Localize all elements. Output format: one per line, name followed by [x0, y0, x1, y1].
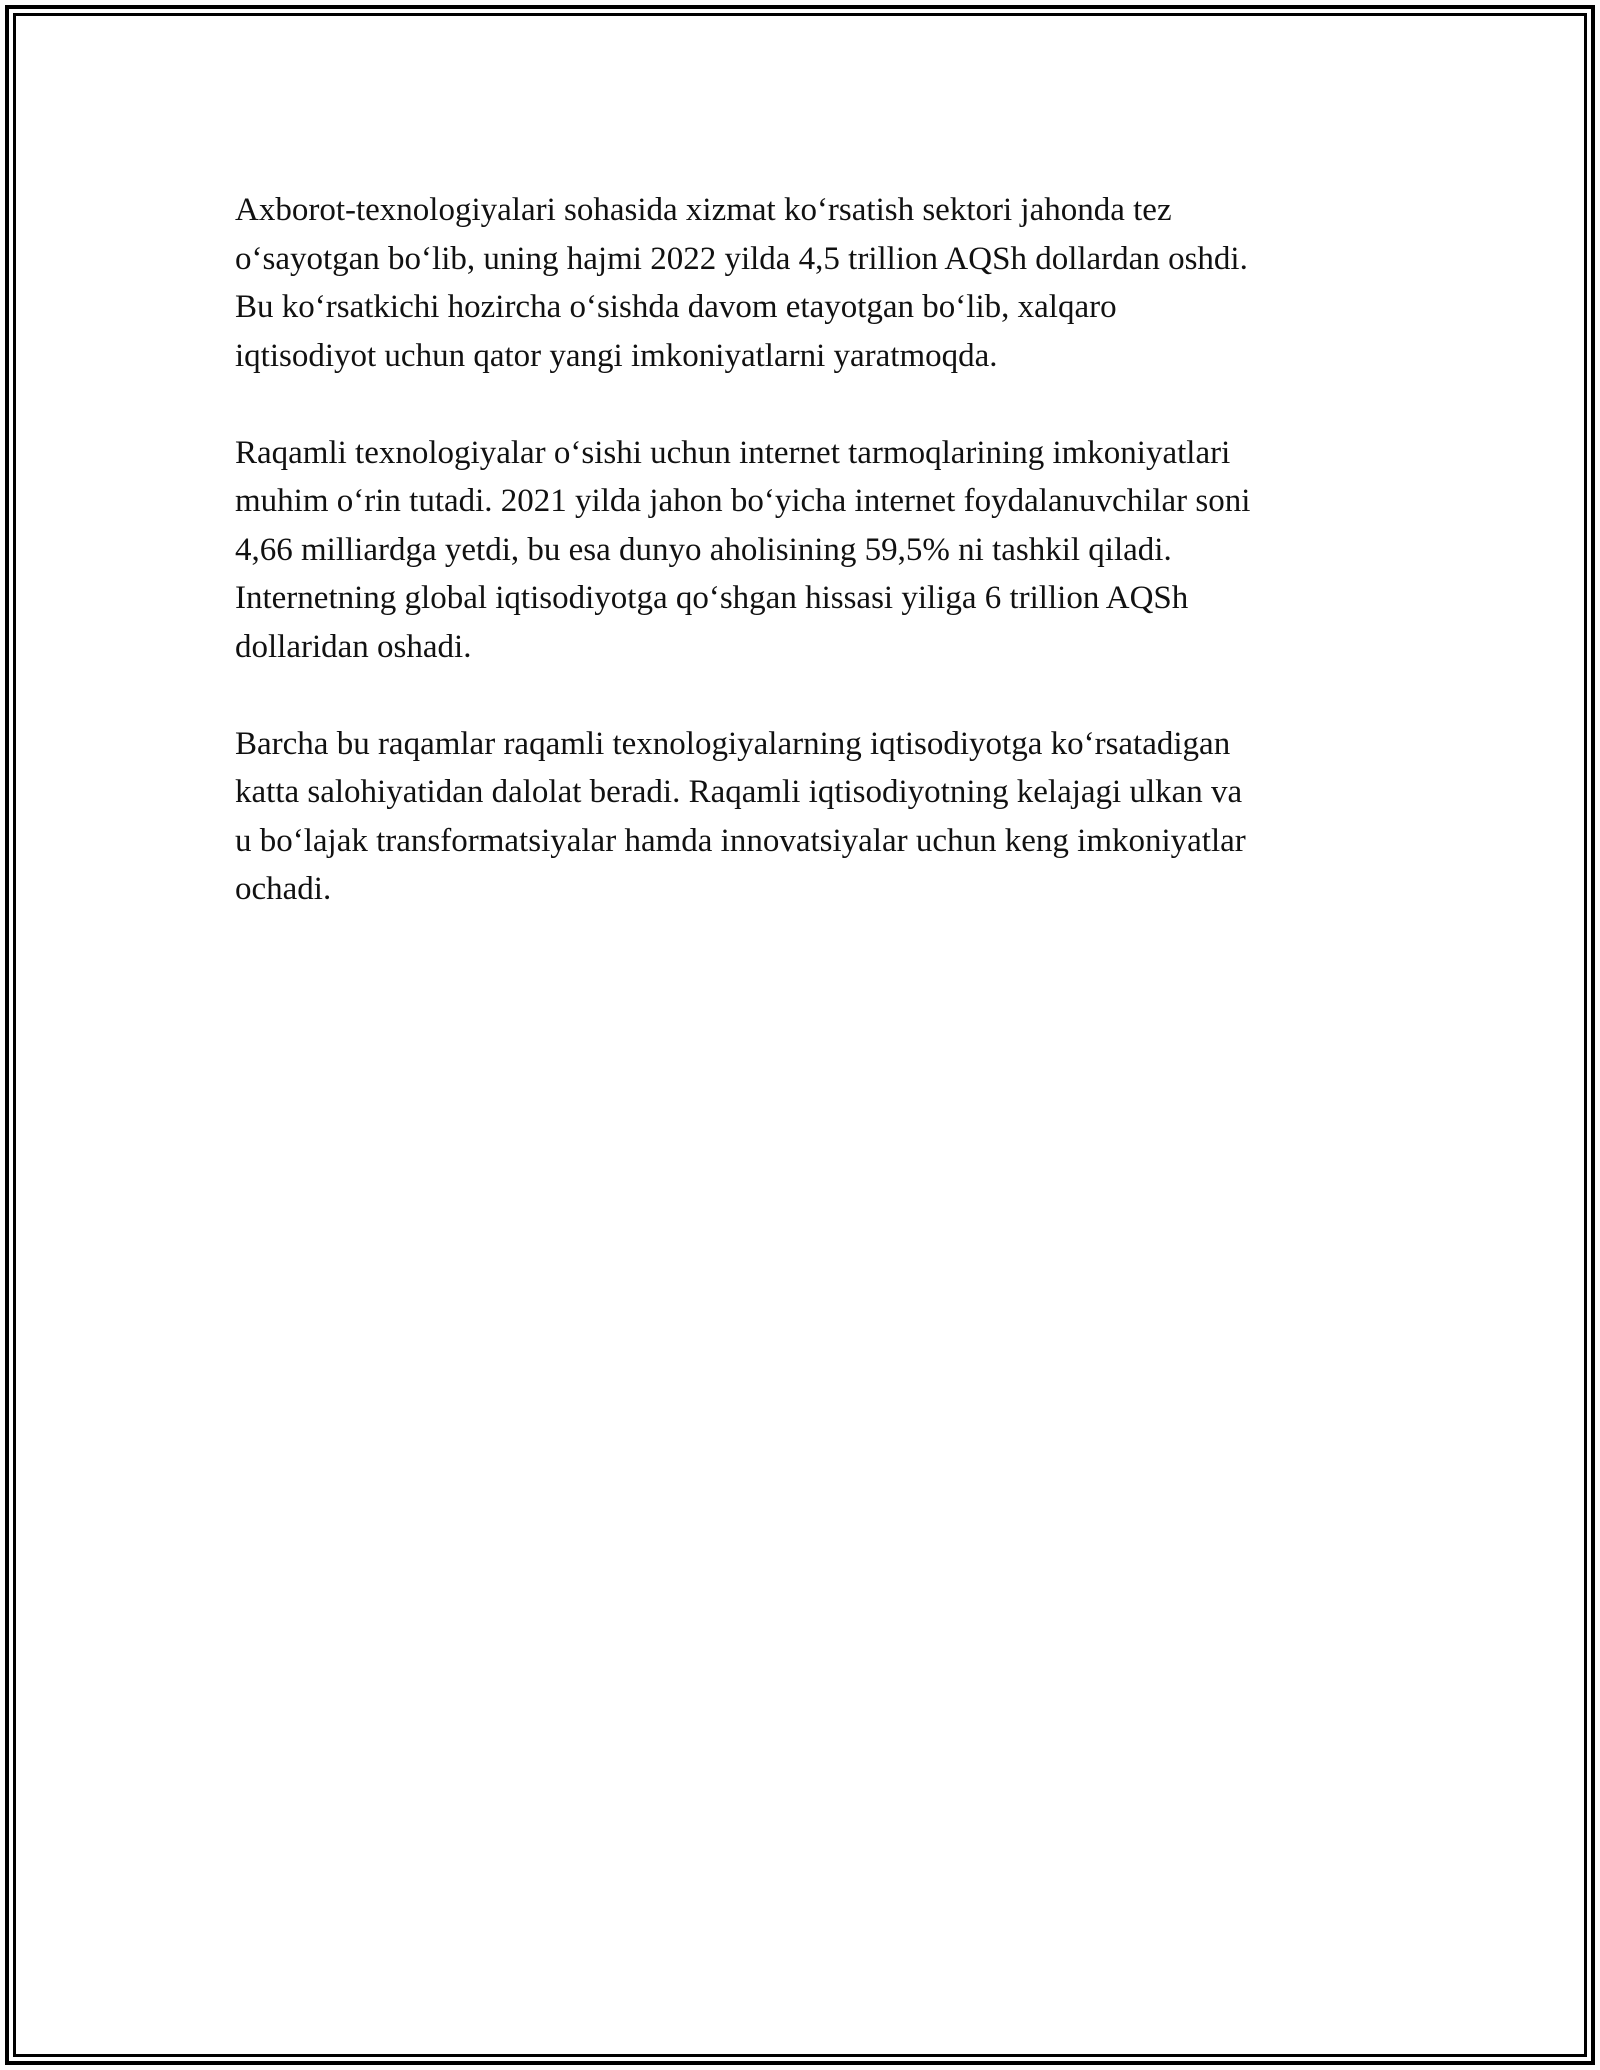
paragraph-2: Raqamli texnologiyalar o‘sishi uchun internet tarmoqlarining imkoniyatlari muhim o‘rin tutadi. 2021 yilda jahon bo‘yicha internet foydalanuvchilar soni 4,66 milliardga yetdi, bu esa dunyo aholisining 59,5% ni tashkil qiladi. Internetning global iqtisodiyotga qo‘shgan hissasi yiliga 6 trillion AQSh dollaridan oshadi. [235, 434, 1251, 665]
paragraph-1: Axborot-texnologiyalari sohasida xizmat ko‘rsatish sektori jahonda tez o‘sayotgan bo‘lib, uning hajmi 2022 yilda 4,5 trillion AQSh dollardan oshdi. Bu ko‘rsatkichi hozircha o‘sishda davom etayotgan bo‘lib, xalqaro iqtisodiyot uchun qator yangi imkoniyatlarni yaratmoqda. [235, 192, 1248, 374]
document-body [235, 186, 1375, 962]
paragraph-3: Barcha bu raqamlar raqamli texnologiyalarning iqtisodiyotga ko‘rsatadigan katta salohiyatidan dalolat beradi. Raqamli iqtisodiyotning kelajagi ulkan va u bo‘lajak transformatsiyalar hamda innovatsiyalar uchun keng imkoniyatlar ochadi. [235, 725, 1246, 907]
